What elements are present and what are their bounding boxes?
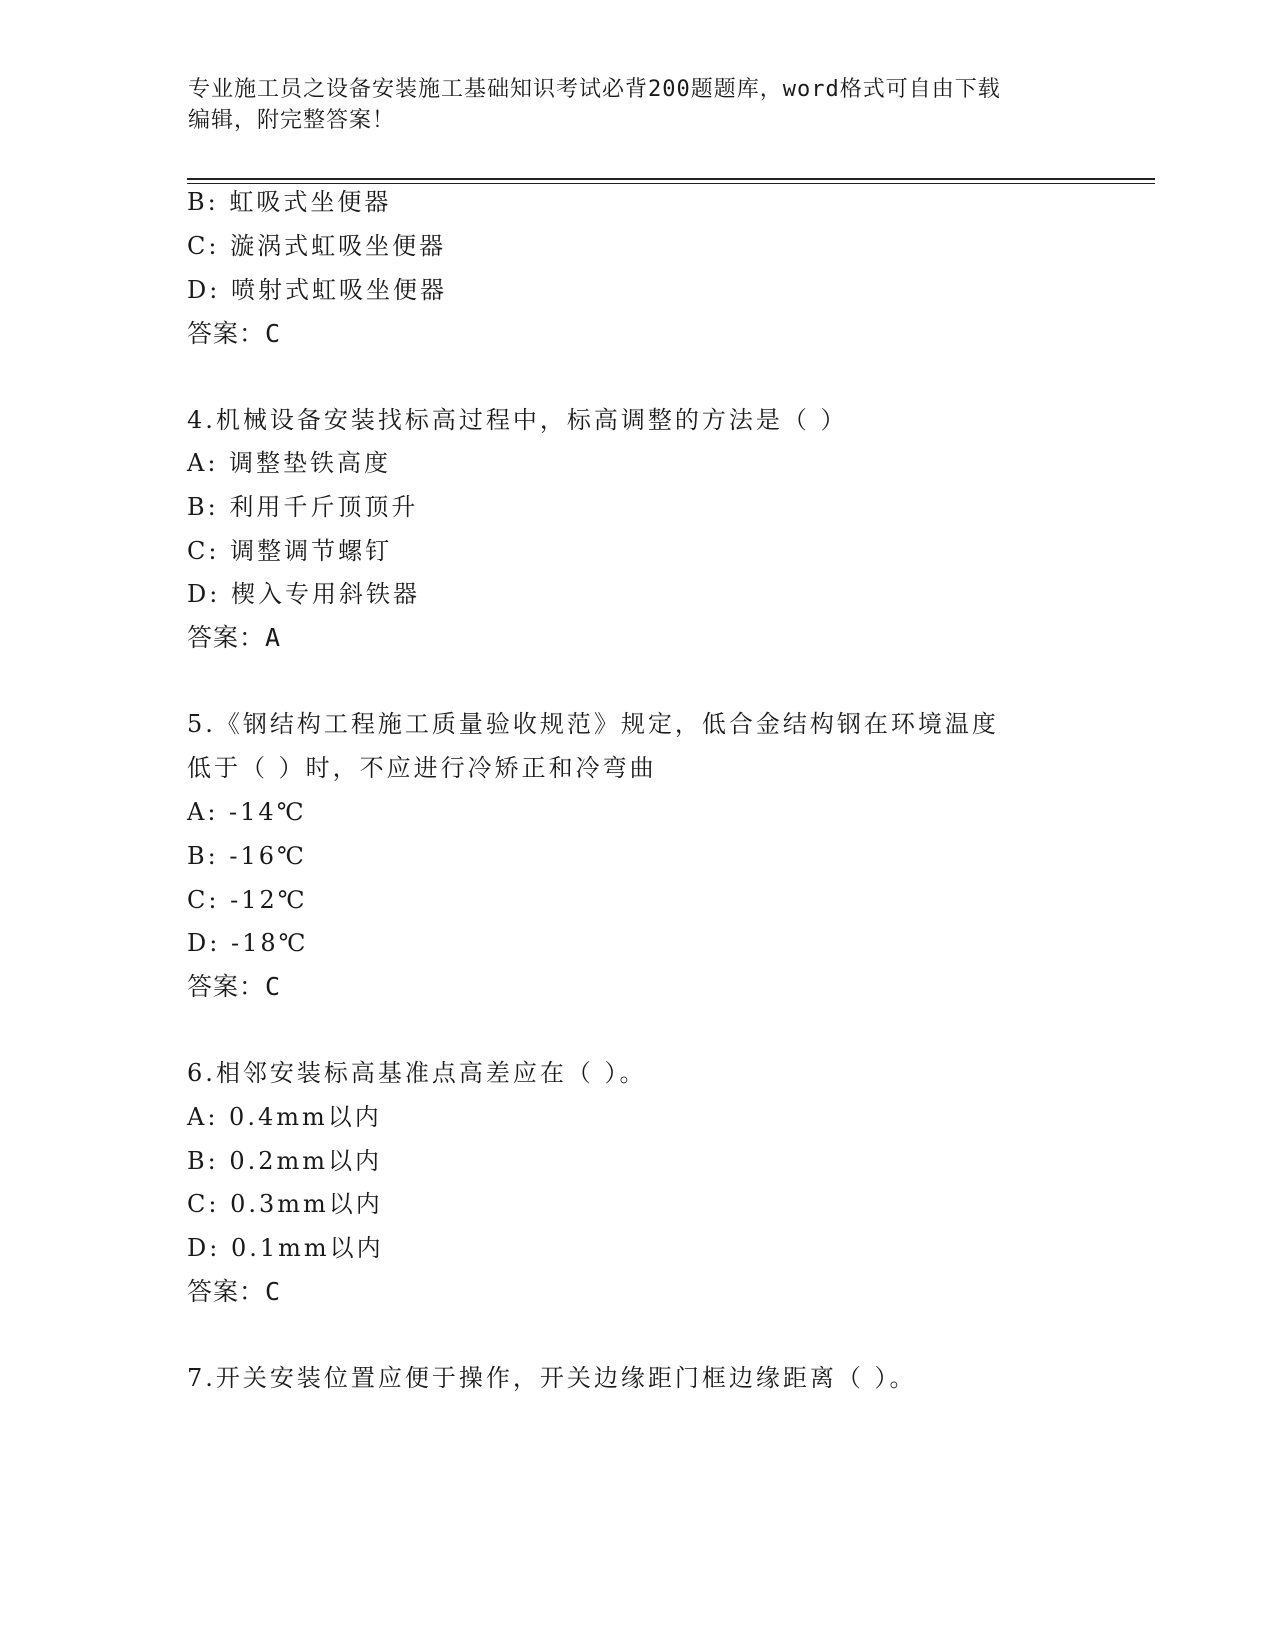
q3-option-d: D: 喷射式虹吸坐便器	[187, 276, 447, 304]
q5-option-b: B: -16℃	[187, 842, 307, 870]
q6-answer: 答案：C	[187, 1277, 282, 1306]
q3-answer: 答案：C	[187, 319, 282, 348]
q6-option-b: B: 0.2mm以内	[187, 1147, 383, 1175]
header-line-2: 编辑，附完整答案！	[188, 108, 396, 133]
header-divider-thin	[187, 183, 1155, 184]
q7-question: 7.开关安装位置应便于操作，开关边缘距门框边缘距离（ ）。	[187, 1364, 917, 1392]
q5-option-d: D: -18℃	[187, 929, 309, 957]
q4-option-d: D: 楔入专用斜铁器	[187, 580, 420, 608]
q6-option-d: D: 0.1mm以内	[187, 1234, 384, 1262]
q4-option-a: A: 调整垫铁高度	[187, 449, 392, 477]
q5-answer: 答案：C	[187, 972, 282, 1001]
header-divider-thick	[187, 178, 1155, 180]
q3-option-c: C: 漩涡式虹吸坐便器	[187, 232, 447, 260]
q5-option-c: C: -12℃	[187, 886, 308, 914]
q5-option-a: A: -14℃	[187, 798, 307, 826]
header-line-1: 专业施工员之设备安装施工基础知识考试必背200题题库，word格式可自由下载	[188, 77, 1001, 102]
document-header	[188, 74, 1068, 136]
q4-option-b: B: 利用千斤顶顶升	[187, 493, 419, 521]
q4-question: 4.机械设备安装找标高过程中，标高调整的方法是（ ）	[187, 406, 848, 434]
q3-option-b: B: 虹吸式坐便器	[187, 188, 392, 216]
q5-question-line-1: 5.《钢结构工程施工质量验收规范》规定，低合金结构钢在环境温度	[187, 710, 999, 738]
q4-option-c: C: 调整调节螺钉	[187, 537, 393, 565]
q6-question: 6.相邻安装标高基准点高差应在（ ）。	[187, 1059, 647, 1087]
q6-option-c: C: 0.3mm以内	[187, 1190, 383, 1218]
q6-option-a: A: 0.4mm以内	[187, 1103, 382, 1131]
q4-answer: 答案：A	[187, 623, 282, 652]
q5-question-line-2: 低于（ ）时，不应进行冷矫正和冷弯曲	[187, 754, 657, 782]
